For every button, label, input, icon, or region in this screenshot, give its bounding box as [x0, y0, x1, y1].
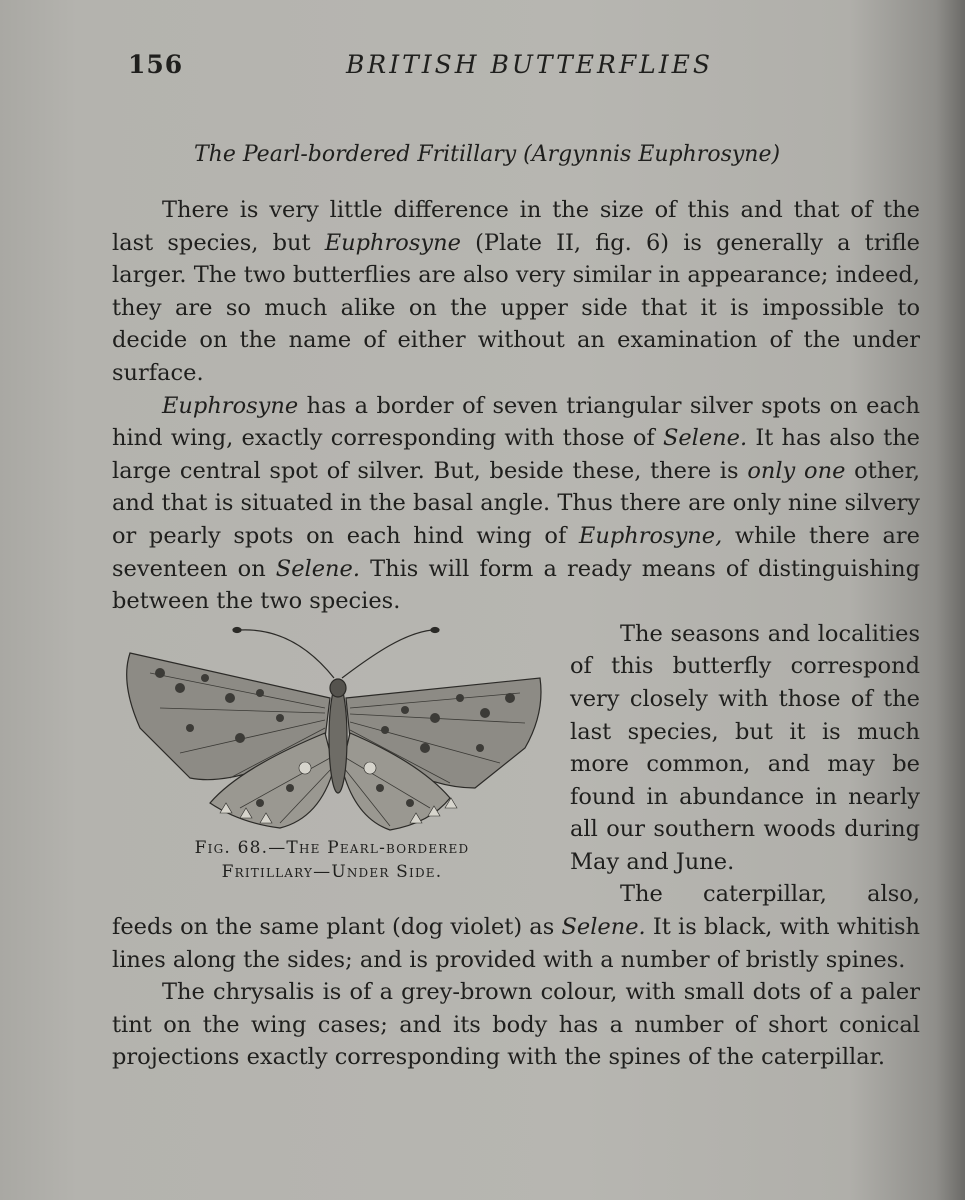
text-run: has a border of seven triangular silver spots on each hind wing, exactly corresponding with those of — [112, 392, 920, 452]
text-run: The chrysalis is of a grey-brown colour, with small dots of a paler tint on the wing cases; and its body has a number of short conical projections exactly corresponding with the spines of the caterpillar. — [112, 979, 920, 1071]
text-run: The seasons and localities of this butterfly correspond very closely with those of the last species, but it is much more common, and may be found in abundance in nearly all our southern woods during May and June. — [570, 620, 920, 875]
butterfly-illustration — [120, 618, 544, 833]
text-run: It is black, with whitish lines along the sides; and is provided with a number of bristly spines. — [112, 914, 921, 973]
text-run: other, and that is situated in the basal angle. Thus there are only nine silvery or pearly spots on each hind wing of — [112, 457, 921, 549]
body-text — [112, 194, 920, 1074]
italic-run: Euphrosyne — [162, 392, 299, 419]
paragraph-5 — [112, 976, 920, 1074]
italic-run: Euphrosyne — [324, 229, 461, 256]
text-run: It has also the large central spot of silver. But, beside these, there is — [112, 425, 921, 484]
page-number: 156 — [128, 50, 184, 79]
text-run: The caterpillar, also, feeds on the same plant (dog violet) as — [112, 881, 920, 941]
paragraph-2 — [112, 390, 920, 618]
text-run: (Plate II, fig. 6) is generally a trifle larger. The two butterflies are also very similar in appearance; indeed, they are so much alike on the upper side that it is impossible to decide on the name of either without an examination of the under surface. — [112, 229, 920, 386]
italic-run: Selene. — [275, 555, 360, 582]
section-title: The Pearl-bordered Fritillary (Argynnis Euphrosyne) — [194, 142, 781, 167]
text-run: This will form a ready means of distinguishing between the two species. — [112, 555, 920, 615]
italic-run: Selene. — [561, 914, 646, 941]
text-run: There is very little difference in the size of this and that of the last species, but — [112, 197, 920, 256]
italic-run: only one — [747, 457, 846, 484]
paragraph-1 — [112, 194, 920, 390]
paragraph-4 — [112, 878, 920, 976]
running-title: BRITISH BUTTERFLIES — [346, 50, 714, 79]
caption-line-1: Fig. 68.—The Pearl-bordered — [194, 837, 470, 858]
italic-run: Selene. — [662, 425, 748, 452]
text-run: while there are seventeen on — [112, 522, 920, 582]
caption-line-2: Fritillary—Under Side. — [221, 861, 443, 882]
figure-caption — [122, 836, 542, 884]
figure-68 — [112, 618, 552, 888]
italic-run: Euphrosyne, — [578, 522, 723, 549]
